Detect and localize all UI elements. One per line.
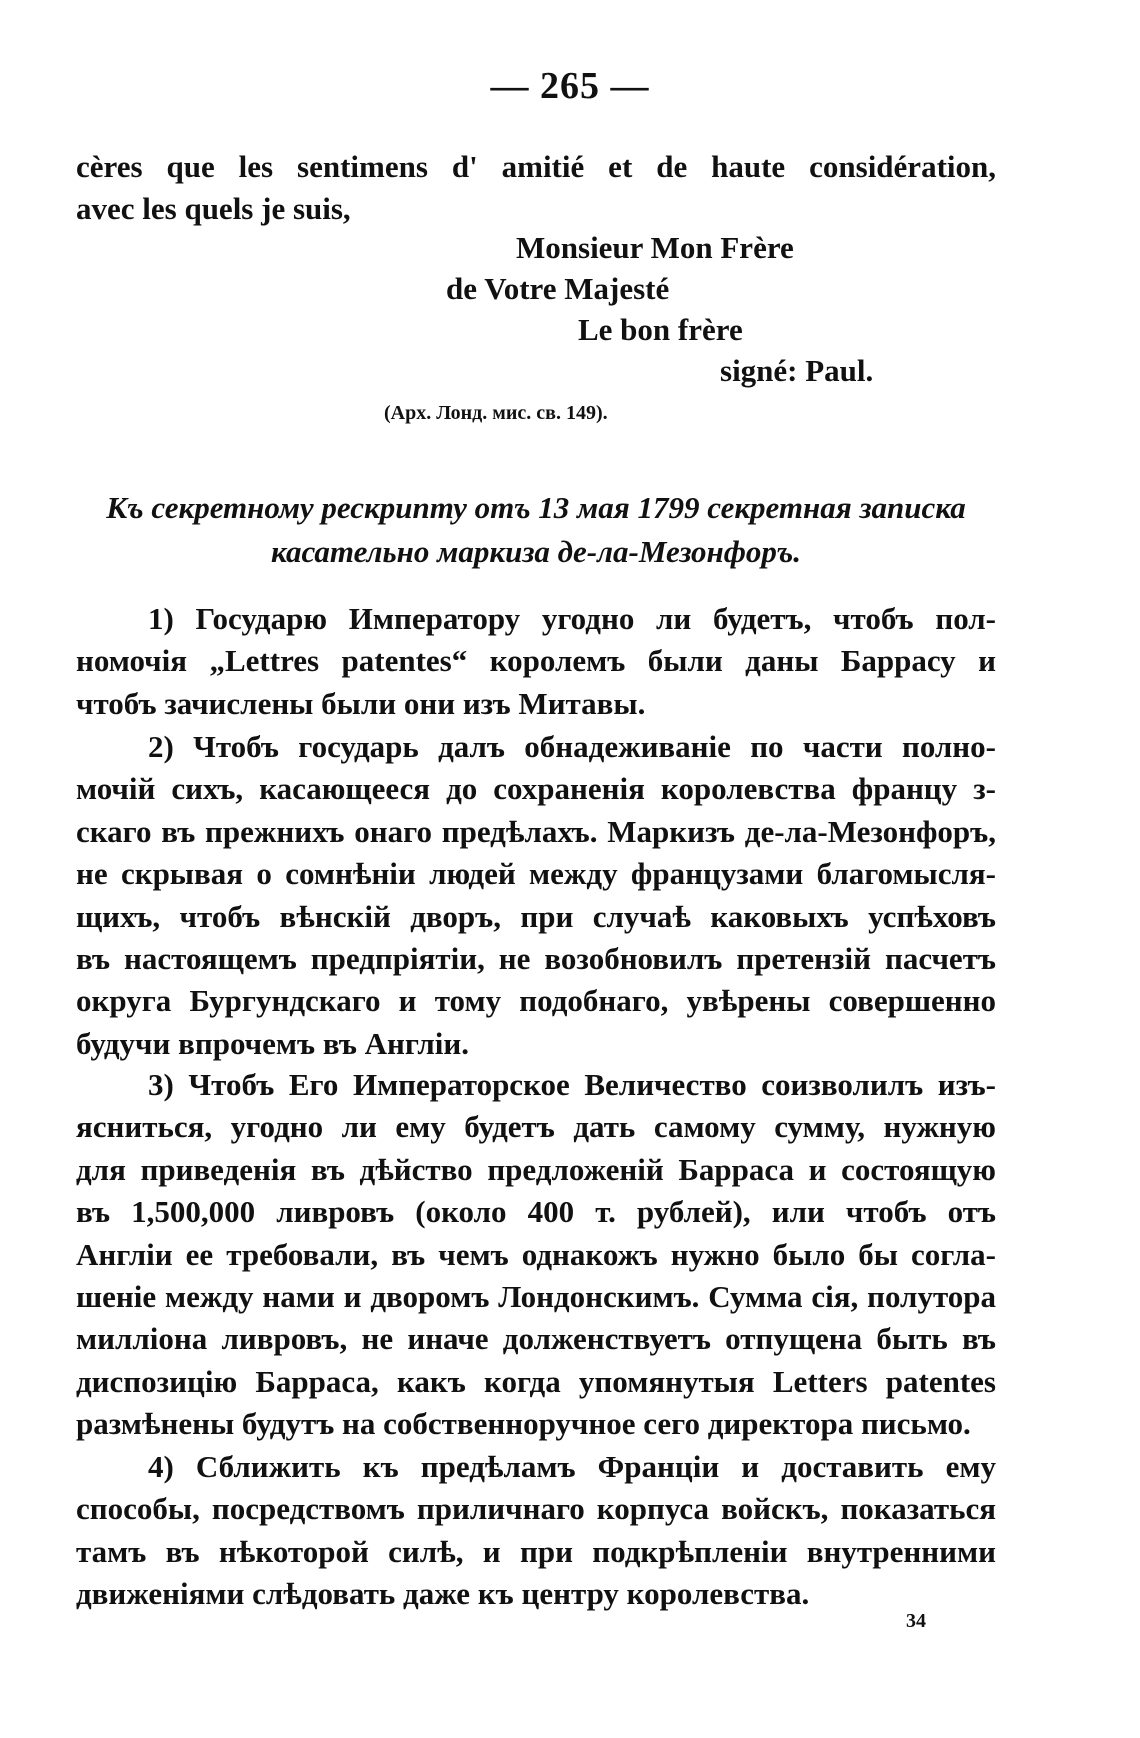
signature-line: signé: Paul. [720,353,874,388]
heading-line-1: Къ секретному рескрипту отъ 13 мая 1799 секретная записка [106,490,966,525]
paragraph-line: скаго въ прежнихъ онаго предѣлахъ. Маркизъ де-ла-Мезонфоръ, [76,813,996,849]
paragraph-line: размѣнены будутъ на собственноручное сего директора письмо. [76,1406,971,1442]
signature-mark: 34 [906,1610,926,1632]
salutation-line-3: Le bon frère [578,312,743,347]
paragraph-line: ясниться, угодно ли ему будетъ дать самому сумму, нужную [76,1109,996,1145]
paragraph-line: чтобъ зачислены были они изъ Митавы. [76,685,646,721]
paragraph-line: щихъ, чтобъ вѣнскій дворъ, при случаѣ каковыхъ успѣховъ [76,898,996,934]
paragraph-line: 4) Сближить къ предѣламъ Франціи и доставить ему [148,1449,996,1484]
paragraph-line: въ настоящемъ предпріятіи, не возобновилъ претензій пасчетъ [76,941,996,977]
paragraph-line: округа Бургундскаго и тому подобнаго, увѣрены совершенно [76,983,996,1019]
paragraph-line: номочія „Lettres patentes“ королемъ были даны Баррасу и [76,643,996,679]
paragraph-line: движеніями слѣдовать даже къ центру королевства. [76,1576,810,1612]
paragraph-line: тамъ въ нѣкоторой силѣ, и при подкрѣпленіи внутренними [76,1533,996,1569]
paragraph-4 [76,1446,996,1616]
paragraph-line: не скрывая о сомнѣніи людей между французами благомысля- [76,856,996,892]
paragraph-line: въ 1,500,000 ливровъ (около 400 т. рублей), или чтобъ отъ [76,1194,996,1230]
paragraph-line: шеніе между нами и дворомъ Лондонскимъ. Сумма сія, полутора [76,1279,996,1315]
heading-line-2: касательно маркиза де-ла-Мезонфоръ. [271,534,801,569]
paragraph-line: 3) Чтобъ Его Императорское Величество соизволилъ изъ- [148,1067,996,1102]
paragraph-line: мочій сихъ, касающееся до сохраненія королевства францу з- [76,771,996,807]
paragraph-line: 2) Чтобъ государь далъ обнадеживаніе по части полно- [148,729,996,764]
letter-line-2: avec les quels je suis, [76,191,351,226]
paragraph-2 [76,726,996,1065]
letter-line-1: cères que les sentimens d' amitié et de haute considération, [76,149,996,184]
paragraph-line: будучи впрочемъ въ Англіи. [76,1025,470,1061]
salutation-line-2: de Votre Majesté [446,271,670,306]
paragraph-line: Англіи ее требовали, въ чемъ однакожъ нужно было бы согла- [76,1236,996,1272]
paragraph-1 [76,598,996,725]
salutation-line-1: Monsieur Mon Frère [516,230,794,265]
paragraph-line: диспозицію Барраса, какъ когда упомянутыя Letters patentes [76,1363,996,1399]
page-number: — 265 — [490,65,650,107]
paragraph-line: способы, посредствомъ приличнаго корпуса войскъ, показаться [76,1491,996,1527]
paragraph-3 [76,1064,996,1446]
archive-reference: (Арх. Лонд. мис. св. 149). [384,402,608,424]
paragraph-line: 1) Государю Императору угодно ли будетъ, чтобъ пол- [148,601,996,636]
section-heading [76,486,996,574]
letter-closing-text [76,146,996,230]
paragraph-line: милліона ливровъ, не иначе долженствуетъ отпущена быть въ [76,1321,996,1357]
paragraph-line: для приведенія въ дѣйство предложеній Барраса и состоящую [76,1151,996,1187]
